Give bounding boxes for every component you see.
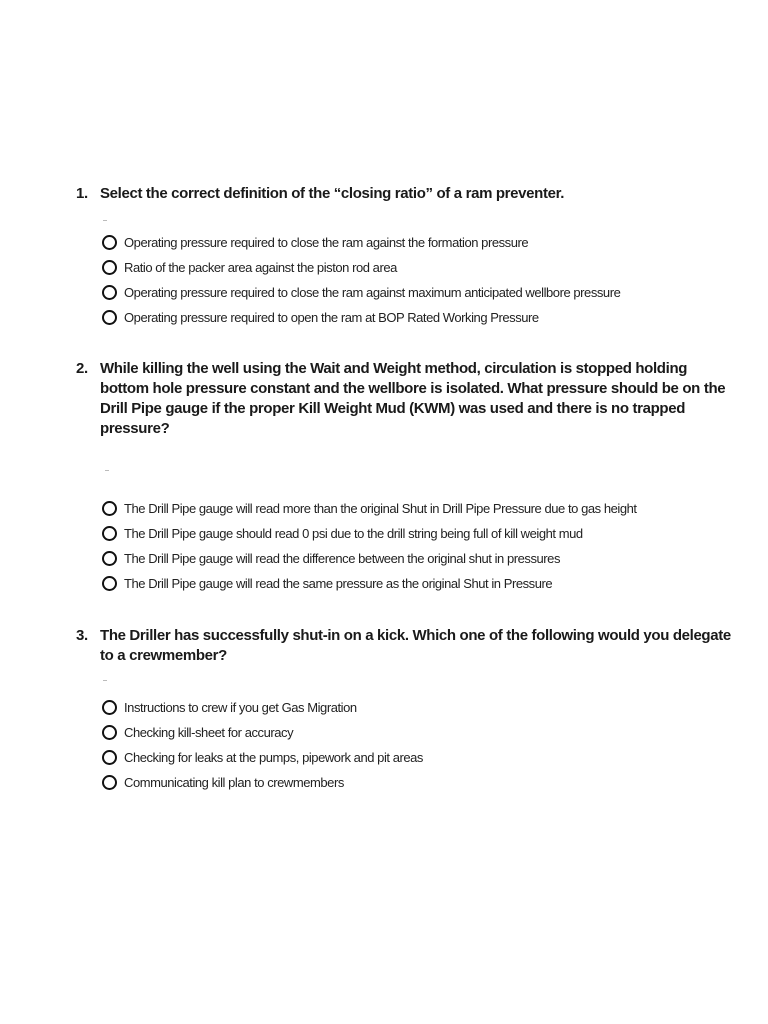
- answer-option-label: Checking for leaks at the pumps, pipework and pit areas: [124, 749, 423, 765]
- radio-button-icon[interactable]: [102, 750, 117, 765]
- answer-option-label: Communicating kill plan to crewmembers: [124, 774, 344, 790]
- radio-button-icon[interactable]: [102, 501, 117, 516]
- answer-option-label: Checking kill-sheet for accuracy: [124, 724, 294, 740]
- answer-option[interactable]: [102, 305, 620, 330]
- answer-option[interactable]: [102, 230, 620, 255]
- answer-option[interactable]: [102, 280, 620, 305]
- radio-button-icon[interactable]: [102, 576, 117, 591]
- answer-option-label: The Drill Pipe gauge will read more than the original Shut in Drill Pipe Pressure due to gas height: [124, 500, 637, 516]
- radio-button-icon[interactable]: [102, 260, 117, 275]
- divider-mark: [103, 680, 107, 681]
- radio-button-icon[interactable]: [102, 775, 117, 790]
- question-number: 1.: [76, 185, 88, 202]
- answer-option-label: Operating pressure required to close the ram against the formation pressure: [124, 234, 529, 250]
- radio-button-icon[interactable]: [102, 310, 117, 325]
- answer-option-label: The Drill Pipe gauge will read the same pressure as the original Shut in Pressure: [124, 575, 553, 591]
- radio-button-icon[interactable]: [102, 551, 117, 566]
- divider-mark: [103, 220, 107, 221]
- question-1: [76, 184, 736, 204]
- radio-button-icon[interactable]: [102, 725, 117, 740]
- radio-button-icon[interactable]: [102, 235, 117, 250]
- radio-button-icon[interactable]: [102, 285, 117, 300]
- answer-option-label: The Drill Pipe gauge will read the difference between the original shut in pressures: [124, 550, 561, 566]
- answer-option[interactable]: [102, 521, 637, 546]
- question-1-header: [76, 184, 736, 204]
- radio-button-icon[interactable]: [102, 700, 117, 715]
- answer-option[interactable]: [102, 720, 423, 745]
- answer-option[interactable]: [102, 571, 637, 596]
- question-3: [76, 626, 736, 666]
- question-number: 2.: [76, 360, 88, 377]
- answer-option-label: The Drill Pipe gauge should read 0 psi due to the drill string being full of kill weight mud: [124, 525, 583, 541]
- answer-option-label: Operating pressure required to open the ram at BOP Rated Working Pressure: [124, 309, 539, 325]
- question-text: While killing the well using the Wait and Weight method, circulation is stopped holding bottom hole pressure constant and the wellbore is isolated. What pressure should be on the Drill Pipe gauge if the proper Kill Weight Mud (KWM) was used and there is no trapped pressure?: [100, 360, 726, 437]
- answer-option[interactable]: [102, 546, 637, 571]
- radio-button-icon[interactable]: [102, 526, 117, 541]
- question-text: Select the correct definition of the “closing ratio” of a ram preventer.: [100, 185, 565, 202]
- question-1-options: [102, 230, 620, 330]
- question-number: 3.: [76, 627, 88, 644]
- answer-option[interactable]: [102, 770, 423, 795]
- question-3-header: [76, 626, 736, 666]
- answer-option[interactable]: [102, 745, 423, 770]
- answer-option-label: Ratio of the packer area against the piston rod area: [124, 259, 397, 275]
- answer-option-label: Instructions to crew if you get Gas Migration: [124, 699, 357, 715]
- question-2: [76, 359, 736, 439]
- question-2-options: [102, 496, 637, 596]
- divider-mark: [105, 470, 109, 471]
- question-2-header: [76, 359, 736, 439]
- answer-option[interactable]: [102, 255, 620, 280]
- answer-option[interactable]: [102, 496, 637, 521]
- answer-option-label: Operating pressure required to close the ram against maximum anticipated wellbore pressure: [124, 284, 621, 300]
- question-text: The Driller has successfully shut-in on a kick. Which one of the following would you delegate to a crewmember?: [100, 627, 731, 664]
- answer-option[interactable]: [102, 695, 423, 720]
- question-3-options: [102, 695, 423, 795]
